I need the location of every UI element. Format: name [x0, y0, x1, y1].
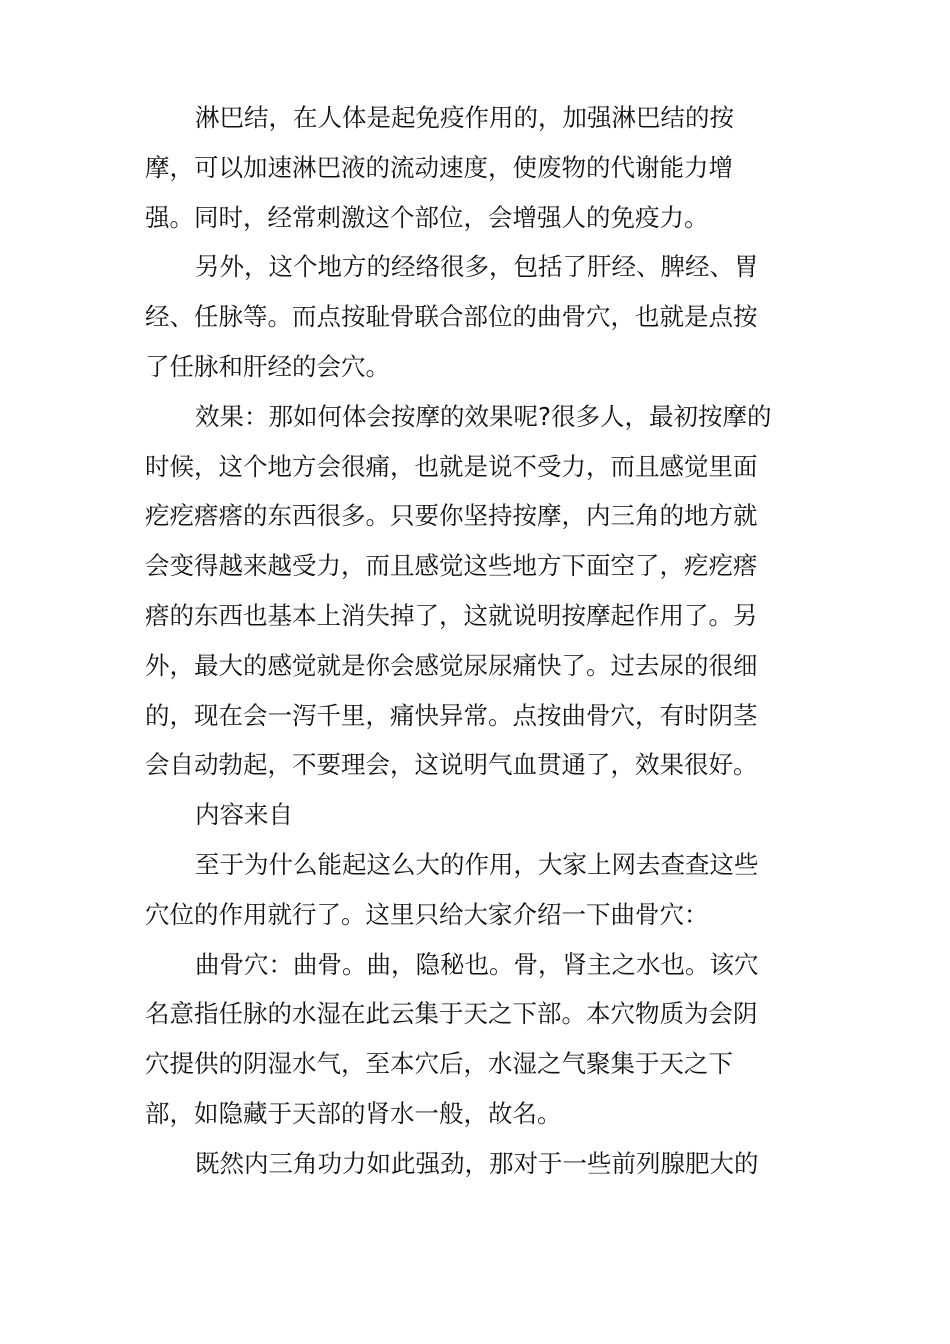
paragraph-line: 瘩的东西也基本上消失掉了，这就说明按摩起作用了。另 — [145, 600, 758, 630]
paragraph-line: 外，最大的感觉就是你会感觉尿尿痛快了。过去尿的很细 — [145, 650, 758, 680]
paragraph-line: 效果：那如何体会按摩的效果呢?很多人，最初按摩的 — [195, 401, 772, 431]
paragraph-line: 曲骨穴：曲骨。曲，隐秘也。骨，肾主之水也。该穴 — [195, 949, 759, 979]
paragraph-line: 另外，这个地方的经络很多，包括了肝经、脾经、胃 — [195, 252, 759, 282]
paragraph-line: 淋巴结，在人体是起免疫作用的，加强淋巴结的按 — [195, 103, 734, 132]
paragraph-line: 穴位的作用就行了。这里只给大家介绍一下曲骨穴： — [145, 899, 709, 929]
paragraph-line: 疙疙瘩瘩的东西很多。只要你坚持按摩，内三角的地方就 — [145, 501, 758, 531]
paragraph-line: 经、任脉等。而点按耻骨联合部位的曲骨穴，也就是点按 — [145, 302, 758, 332]
paragraph-line: 穴提供的阴湿水气，至本穴后，水湿之气聚集于天之下 — [145, 1049, 733, 1079]
paragraph-line: 摩，可以加速淋巴液的流动速度，使废物的代谢能力增 — [145, 152, 733, 182]
paragraph-line: 至于为什么能起这么大的作用，大家上网去查查这些 — [195, 849, 759, 879]
paragraph-line: 了任脉和肝经的会穴。 — [145, 351, 390, 381]
paragraph-line: 的，现在会一泻千里，痛快异常。点按曲骨穴，有时阴茎 — [145, 700, 758, 730]
paragraph-line: 会变得越来越受力，而且感觉这些地方下面空了，疙疙瘩 — [145, 551, 758, 581]
paragraph-line: 时候，这个地方会很痛，也就是说不受力，而且感觉里面 — [145, 451, 758, 481]
paragraph-line: 既然内三角功力如此强劲，那对于一些前列腺肥大的 — [195, 1148, 759, 1178]
paragraph-line: 强。同时，经常刺激这个部位，会增强人的免疫力。 — [145, 202, 709, 232]
document-body — [145, 93, 805, 1189]
source-note: 内容来自 — [195, 800, 293, 830]
paragraph-line: 名意指任脉的水湿在此云集于天之下部。本穴物质为会阴 — [145, 999, 758, 1029]
paragraph-line: 会自动勃起，不要理会，这说明气血贯通了，效果很好。 — [145, 750, 758, 780]
paragraph-line: 部，如隐藏于天部的肾水一般，故名。 — [145, 1098, 562, 1128]
